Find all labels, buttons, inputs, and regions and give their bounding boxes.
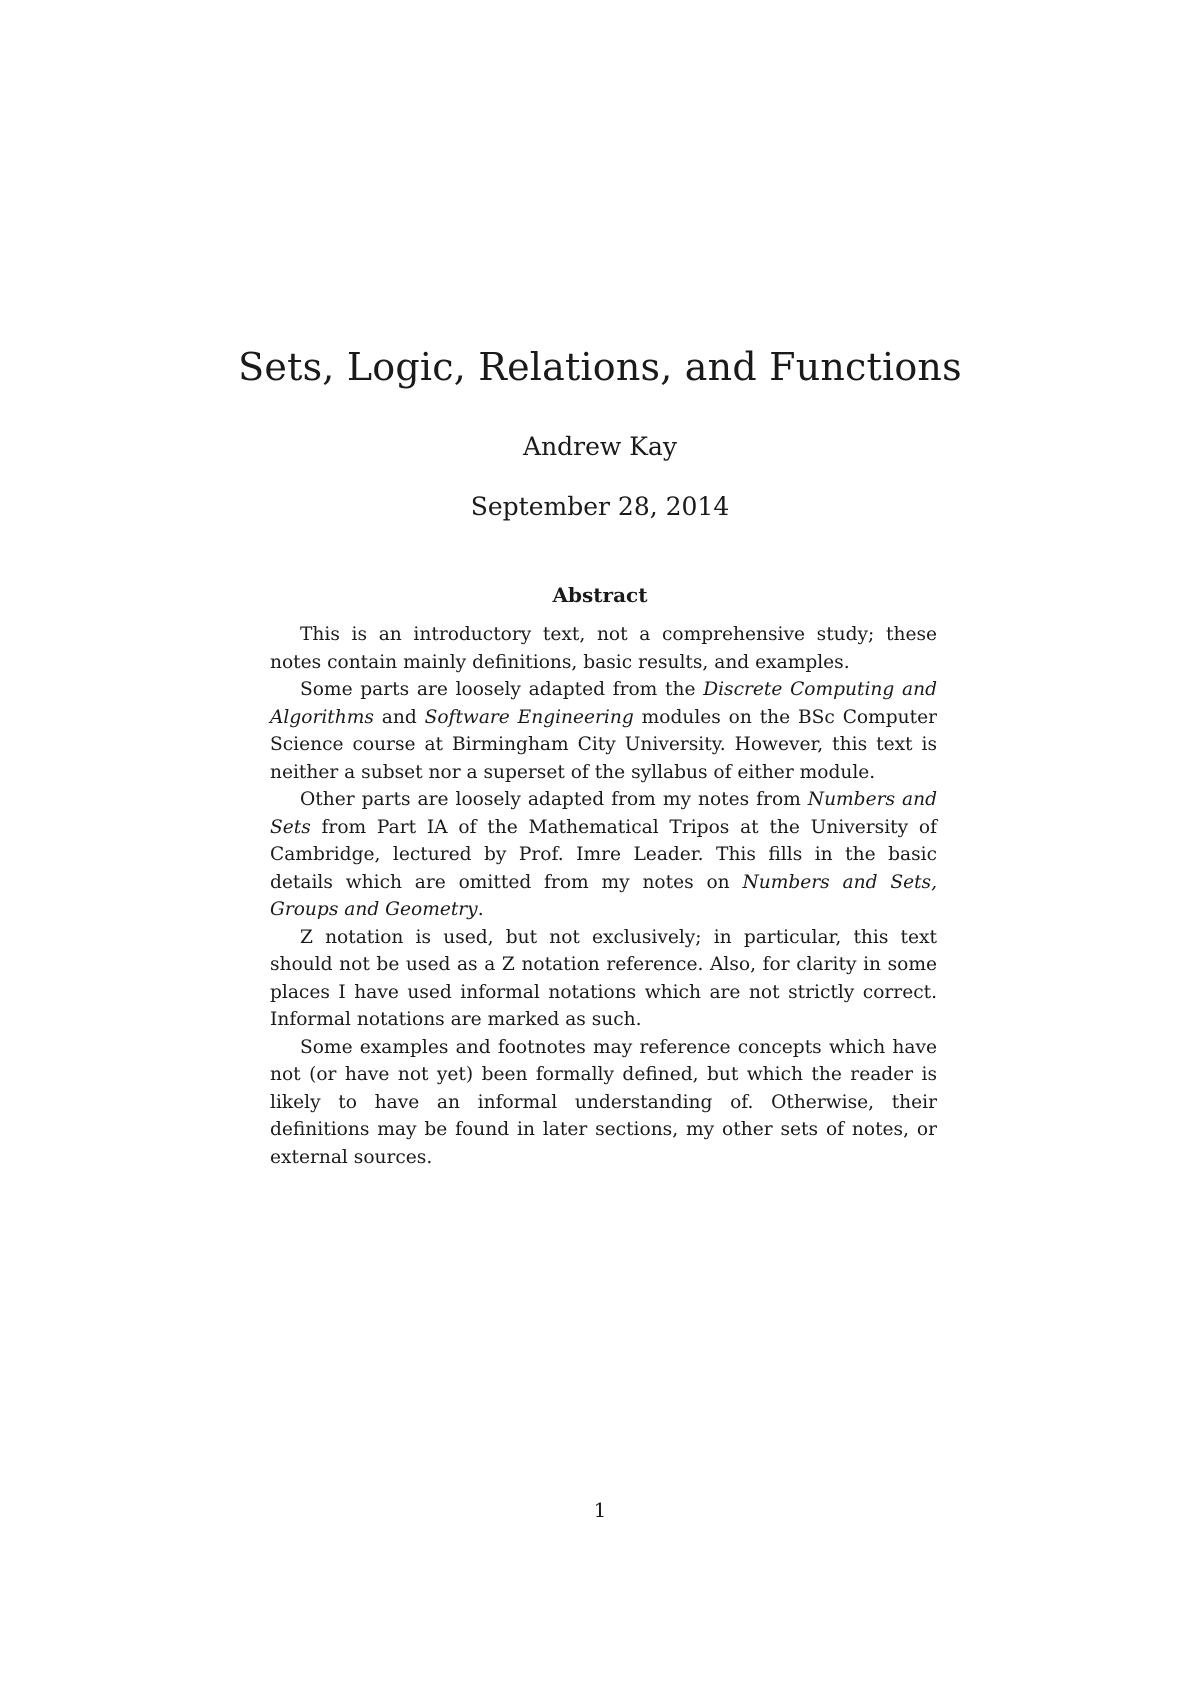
abstract-body <box>270 621 937 1171</box>
document-date: September 28, 2014 <box>470 492 730 521</box>
abstract-paragraph <box>270 1034 937 1172</box>
italic-title-text: Numbers and Sets <box>270 789 937 838</box>
abstract-paragraph <box>270 676 937 786</box>
abstract-heading: Abstract <box>552 583 648 607</box>
italic-title-text: Discrete Computing and Algorithms <box>270 679 937 728</box>
paragraph-text: . <box>477 899 484 920</box>
paragraph-text: This is an introductory text, not a comprehensive study; these notes contain mainly definitions, basic results, and examples. <box>270 624 937 673</box>
paragraph-text: Some parts are loosely adapted from the <box>300 679 704 700</box>
italic-title-text: Software Engineering <box>424 706 634 728</box>
italic-title-text: Numbers and Sets, Groups and Geometry <box>270 871 937 920</box>
paragraph-text: from Part IA of the Mathematical Tripos at the University of Cambridge, lectured by Prof. Imre Leader. This fills in the basic details which are omitted from my notes on <box>270 816 937 893</box>
abstract-paragraph <box>270 786 937 924</box>
abstract-paragraph <box>270 621 937 676</box>
author-name: Andrew Kay <box>523 432 677 461</box>
paragraph-text: Z notation is used, but not exclusively; in particular, this text should not be used as a Z notation reference. Also, for clarity in some places I have used informal notations which are not strictly correct. Informal notations are marked as such. <box>270 926 937 1030</box>
paragraph-text: and <box>373 706 425 728</box>
abstract-paragraph <box>270 924 937 1034</box>
paragraph-text: Some examples and footnotes may reference concepts which have not (or have not yet) been formally defined, but which the reader is likely to have an informal understanding of. Otherwise, their definitions may be found in later sections, my other sets of notes, or external sources. <box>270 1036 937 1168</box>
page-number: 1 <box>593 1498 607 1522</box>
paragraph-text: modules on the BSc Computer Science course at Birmingham City University. However, this text is neither a subset nor a superset of the syllabus of either module. <box>270 706 937 783</box>
document-title: Sets, Logic, Relations, and Functions <box>238 345 962 389</box>
paragraph-text: Other parts are loosely adapted from my notes from <box>300 789 808 810</box>
